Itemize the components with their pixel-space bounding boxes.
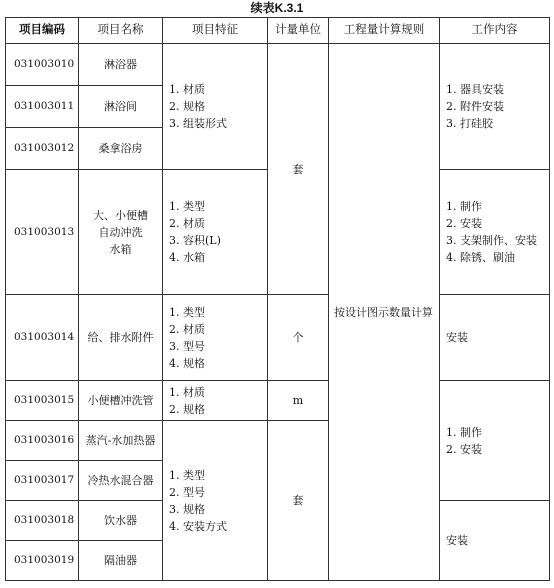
item-code: 031003018 [6, 501, 79, 541]
header-work: 工作内容 [440, 18, 550, 44]
work-content: 1. 器具安装 2. 附件安装 3. 打硅胶 [440, 44, 550, 170]
unit-cell: 套 [268, 44, 329, 295]
item-code: 031003012 [6, 128, 79, 170]
item-name: 冷热水混合器 [79, 461, 163, 501]
item-name: 大、小便槽 自动冲洗 水箱 [79, 170, 163, 295]
unit-cell: m [268, 381, 329, 421]
item-code: 031003016 [6, 421, 79, 461]
item-name: 桑拿浴房 [79, 128, 163, 170]
item-code: 031003015 [6, 381, 79, 421]
table-row [6, 44, 550, 86]
header-unit: 计量单位 [268, 18, 329, 44]
header-name: 项目名称 [79, 18, 163, 44]
item-code: 031003010 [6, 44, 79, 86]
work-content: 安装 [440, 295, 550, 381]
item-name: 小便槽冲洗管 [79, 381, 163, 421]
item-name: 淋浴间 [79, 86, 163, 128]
quantity-table [5, 17, 550, 581]
item-name: 隔油器 [79, 541, 163, 581]
item-features: 1. 类型 2. 型号 3. 规格 4. 安装方式 [163, 421, 268, 581]
header-rule: 工程量计算规则 [329, 18, 440, 44]
table-title: 续表K.3.1 [250, 1, 304, 15]
item-features: 1. 类型 2. 材质 3. 容积(L) 4. 水箱 [163, 170, 268, 295]
item-code: 031003019 [6, 541, 79, 581]
item-features: 1. 类型 2. 材质 3. 型号 4. 规格 [163, 295, 268, 381]
item-code: 031003014 [6, 295, 79, 381]
table-row [6, 381, 550, 421]
unit-cell: 个 [268, 295, 329, 381]
work-content: 1. 制作 2. 安装 3. 支架制作、安装 4. 除锈、刷油 [440, 170, 550, 295]
item-code: 031003017 [6, 461, 79, 501]
header-code: 项目编码 [6, 18, 79, 44]
item-name: 蒸汽-水加热器 [79, 421, 163, 461]
header-features: 项目特征 [163, 18, 268, 44]
item-name: 饮水器 [79, 501, 163, 541]
item-features: 1. 材质 2. 规格 3. 组装形式 [163, 44, 268, 170]
item-code: 031003011 [6, 86, 79, 128]
header-row [6, 18, 550, 44]
item-name: 淋浴器 [79, 44, 163, 86]
item-code: 031003013 [6, 170, 79, 295]
item-features: 1. 材质 2. 规格 [163, 381, 268, 421]
work-content: 安装 [440, 501, 550, 581]
work-content: 1. 制作 2. 安装 [440, 381, 550, 501]
unit-cell: 套 [268, 421, 329, 581]
table-row [6, 295, 550, 381]
item-name: 给、排水附件 [79, 295, 163, 381]
calculation-rule: 按设计图示数量计算 [329, 44, 440, 581]
